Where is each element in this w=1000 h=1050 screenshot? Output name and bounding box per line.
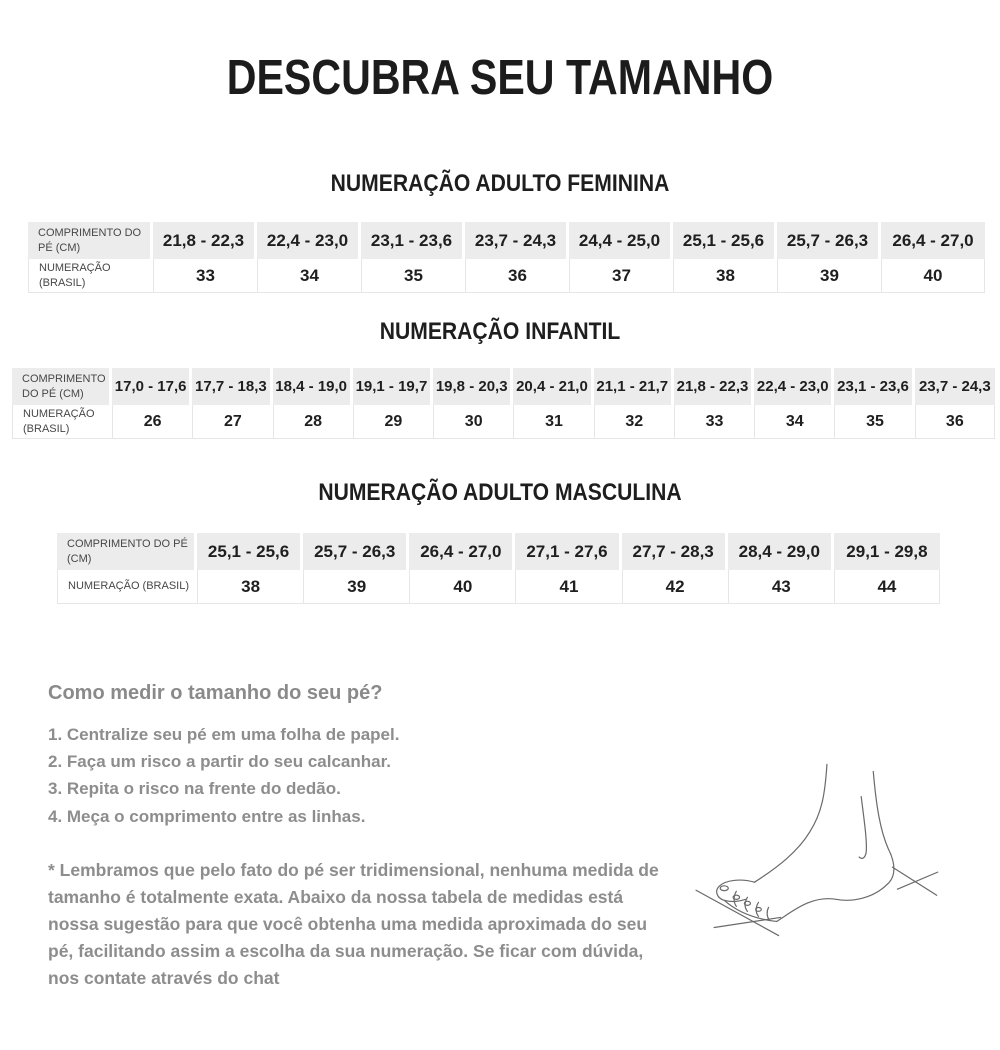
section-heading-male: NUMERAÇÃO ADULTO MASCULINA: [318, 479, 682, 506]
row-label-foot-length: COMPRIMENTO DO PÉ (CM): [57, 533, 197, 570]
foot-length-cell: 27,1 - 27,6: [515, 533, 621, 570]
size-table: [28, 222, 985, 293]
foot-length-cell: 25,7 - 26,3: [303, 533, 409, 570]
row-label-size-number: NUMERAÇÃO (BRASIL): [28, 259, 153, 293]
row-label-size-number: NUMERAÇÃO (BRASIL): [57, 570, 197, 604]
size-number-cell: 42: [622, 570, 728, 604]
section-heading-infant: NUMERAÇÃO INFANTIL: [379, 318, 621, 345]
foot-length-cell: 26,4 - 27,0: [409, 533, 515, 570]
size-number-cell: 40: [881, 259, 985, 293]
foot-length-cell: 17,0 - 17,6: [112, 368, 192, 405]
foot-length-cell: 28,4 - 29,0: [728, 533, 834, 570]
size-number-cell: 32: [594, 405, 674, 439]
size-number-cell: 36: [915, 405, 995, 439]
measure-step: 2. Faça um risco a partir do seu calcanhar.: [48, 752, 391, 772]
size-number-cell: 37: [569, 259, 673, 293]
foot-length-cell: 20,4 - 21,0: [513, 368, 593, 405]
measurement-disclaimer-note: * Lembramos que pelo fato do pé ser tridimensional, nenhuma medida de tamanho é totalmente exata. Abaixo da nossa tabela de medidas está nossa sugestão para que você obtenha uma medida aproximada do seu pé, facilitando assim a escolha da sua numeração. Se ficar com dúvida, nos contate através do chat: [48, 859, 659, 989]
foot-illustration: [688, 738, 980, 970]
size-table: [57, 533, 940, 604]
page-title: DESCUBRA SEU TAMANHO: [226, 51, 774, 105]
measure-step: 4. Meça o comprimento entre as linhas.: [48, 806, 366, 826]
size-table-male: [57, 533, 940, 604]
foot-length-cell: 17,7 - 18,3: [192, 368, 272, 405]
row-label-foot-length: COMPRIMENTO DO PÉ (CM): [28, 222, 153, 259]
foot-length-cell: 25,1 - 25,6: [673, 222, 777, 259]
measure-steps-list: [48, 721, 668, 830]
foot-length-cell: 22,4 - 23,0: [257, 222, 361, 259]
size-number-cell: 34: [257, 259, 361, 293]
measure-step: 1. Centralize seu pé em uma folha de papel.: [48, 725, 400, 744]
size-number-cell: 33: [153, 259, 257, 293]
foot-length-cell: 22,4 - 23,0: [754, 368, 834, 405]
size-number-cell: 38: [673, 259, 777, 293]
size-number-cell: 40: [409, 570, 515, 604]
size-number-cell: 31: [513, 405, 593, 439]
size-number-cell: 44: [834, 570, 940, 604]
foot-length-cell: 25,7 - 26,3: [777, 222, 881, 259]
foot-length-cell: 21,8 - 22,3: [153, 222, 257, 259]
size-number-cell: 35: [834, 405, 914, 439]
foot-length-cell: 19,8 - 20,3: [433, 368, 513, 405]
foot-length-cell: 23,7 - 24,3: [465, 222, 569, 259]
size-number-cell: 41: [515, 570, 621, 604]
foot-length-cell: 23,1 - 23,6: [834, 368, 914, 405]
foot-length-cell: 23,7 - 24,3: [915, 368, 995, 405]
size-number-cell: 36: [465, 259, 569, 293]
foot-length-cell: 24,4 - 25,0: [569, 222, 673, 259]
foot-length-cell: 23,1 - 23,6: [361, 222, 465, 259]
size-table: [12, 368, 995, 439]
size-number-cell: 35: [361, 259, 465, 293]
foot-length-cell: 21,8 - 22,3: [674, 368, 754, 405]
how-to-measure-section: [48, 682, 668, 992]
foot-length-cell: 25,1 - 25,6: [197, 533, 303, 570]
size-number-cell: 43: [728, 570, 834, 604]
size-number-cell: 27: [192, 405, 272, 439]
size-number-cell: 28: [273, 405, 353, 439]
size-number-cell: 26: [112, 405, 192, 439]
row-label-foot-length: COMPRIMENTO DO PÉ (CM): [12, 368, 112, 405]
section-infant: [0, 318, 1000, 439]
size-number-cell: 33: [674, 405, 754, 439]
row-label-size-number: NUMERAÇÃO (BRASIL): [12, 405, 112, 439]
foot-length-cell: 21,1 - 21,7: [594, 368, 674, 405]
size-number-cell: 38: [197, 570, 303, 604]
foot-length-cell: 26,4 - 27,0: [881, 222, 985, 259]
foot-length-cell: 29,1 - 29,8: [834, 533, 940, 570]
section-heading-female: NUMERAÇÃO ADULTO FEMININA: [330, 170, 670, 197]
foot-length-cell: 19,1 - 19,7: [353, 368, 433, 405]
size-number-cell: 30: [433, 405, 513, 439]
how-to-measure-heading: Como medir o tamanho do seu pé?: [48, 682, 383, 704]
size-number-cell: 29: [353, 405, 433, 439]
size-table-infant: [12, 368, 995, 439]
section-adult-male: [0, 479, 1000, 604]
section-adult-female: [0, 170, 1000, 293]
size-number-cell: 34: [754, 405, 834, 439]
foot-length-cell: 27,7 - 28,3: [622, 533, 728, 570]
measure-step: 3. Repita o risco na frente do dedão.: [48, 779, 341, 799]
foot-length-cell: 18,4 - 19,0: [273, 368, 353, 405]
size-table-female: [28, 222, 985, 293]
size-number-cell: 39: [303, 570, 409, 604]
size-number-cell: 39: [777, 259, 881, 293]
